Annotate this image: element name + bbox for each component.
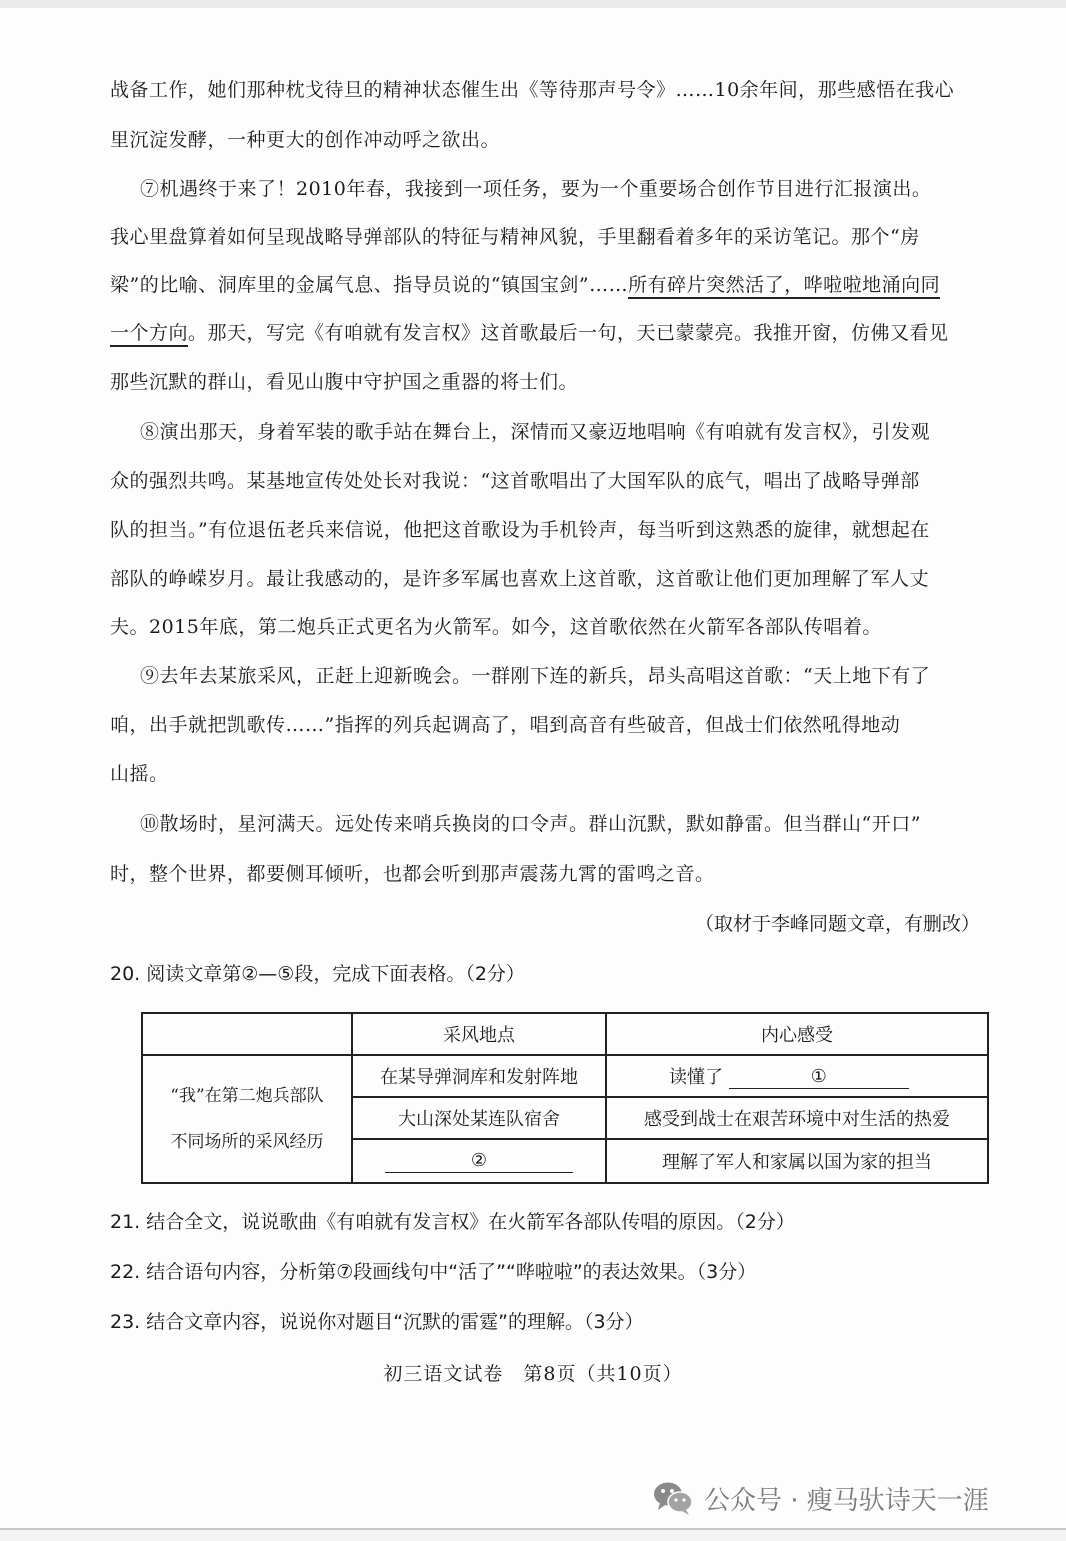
- paragraph-6-continued-line-2: 里沉淀发酵，一种更大的创作冲动呼之欲出。: [110, 129, 501, 151]
- row-label-line-2: 不同场所的采风经历: [170, 1132, 324, 1152]
- paragraph-8-line-1: ⑧演出那天，身着军装的歌手站在舞台上，深情而又豪迈地唱响《有咱就有发言权》，引发观: [140, 421, 931, 443]
- row3-feeling: 理解了军人和家属以国为家的担当: [606, 1139, 988, 1183]
- paragraph-8-line-2: 众的强烈共鸣。某基地宣传处处长对我说：“这首歌唱出了大国军队的底气，唱出了战略导弹部: [110, 470, 920, 492]
- page-bottom-edge: [0, 1528, 1066, 1530]
- underlined-sentence-part-1: 所有碎片突然活了，哗啦啦地涌向同: [628, 274, 940, 299]
- paragraph-6-continued-line-1: 战备工作，她们那种枕戈待旦的精神状态催生出《等待那声号令》……10余年间，那些感悟在我心: [110, 79, 955, 101]
- table-header-place: 采风地点: [352, 1013, 606, 1055]
- answer-blank-2: ②: [385, 1150, 573, 1173]
- row-label-line-1: “我”在第二炮兵部队: [170, 1086, 324, 1106]
- table-header-feeling: 内心感受: [606, 1013, 988, 1055]
- article-source-note: （取材于李峰同题文章，有删改）: [694, 913, 980, 935]
- paragraph-7-line-1: ⑦机遇终于来了！2010年春，我接到一项任务，要为一个重要场合创作节目进行汇报演出。: [140, 178, 932, 200]
- row2-feeling: 感受到战士在艰苦环境中对生活的热爱: [606, 1097, 988, 1139]
- table-header-empty: [142, 1013, 352, 1055]
- table-row-label: [142, 1055, 352, 1183]
- paragraph-7-line-3: [110, 271, 980, 299]
- answer-blank-1: ①: [729, 1066, 909, 1089]
- paragraph-7-line-5: 那些沉默的群山，看见山腹中守护国之重器的将士们。: [110, 371, 579, 393]
- question-22: 22. 结合语句内容，分析第⑦段画线句中“活了”“哗啦啦”的表达效果。（3分）: [110, 1261, 757, 1283]
- watermark-text: 公众号 · 瘦马驮诗天一涯: [704, 1485, 989, 1516]
- paragraph-7-line-3-text: 梁”的比喻、洞库里的金属气息、指导员说的“镇国宝剑”……: [110, 274, 629, 296]
- paragraph-8-line-3: 队的担当。”有位退伍老兵来信说，他把这首歌设为手机铃声，每当听到这熟悉的旋律，就想起在: [110, 519, 930, 541]
- paragraph-10-line-2: 时，整个世界，都要侧耳倾听，也都会听到那声震荡九霄的雷鸣之音。: [110, 863, 715, 885]
- paragraph-7-line-2: 我心里盘算着如何呈现战略导弹部队的特征与精神风貌，手里翻看着多年的采访笔记。那个“房: [110, 226, 920, 248]
- question-20-table: [141, 1012, 989, 1184]
- paragraph-9-line-3: 山摇。: [110, 763, 169, 785]
- wechat-icon: [652, 1480, 694, 1516]
- row1-place: 在某导弹洞库和发射阵地: [352, 1055, 606, 1097]
- row2-place: 大山深处某连队宿舍: [352, 1097, 606, 1139]
- paragraph-9-line-2: 咱，出手就把凯歌传……”指挥的列兵起调高了，唱到高音有些破音，但战士们依然吼得地动: [110, 714, 901, 736]
- paragraph-9-line-1: ⑨去年去某旅采风，正赶上迎新晚会。一群刚下连的新兵，昂头高唱这首歌：“天上地下有了: [140, 665, 931, 687]
- paragraph-7-line-4-text: 。那天，写完《有咱就有发言权》这首歌最后一句，天已蒙蒙亮。我推开窗，仿佛又看见: [188, 322, 949, 344]
- question-20: 20. 阅读文章第②—⑤段，完成下面表格。（2分）: [110, 963, 525, 985]
- question-23: 23. 结合文章内容，说说你对题目“沉默的雷霆”的理解。（3分）: [110, 1311, 644, 1333]
- underlined-sentence-part-2: 一个方向: [110, 322, 188, 347]
- paragraph-10-line-1: ⑩散场时，星河满天。远处传来哨兵换岗的口令声。群山沉默，默如静雷。但当群山“开口”: [140, 813, 921, 835]
- paragraph-8-line-4: 部队的峥嵘岁月。最让我感动的，是许多军属也喜欢上这首歌，这首歌让他们更加理解了军人丈: [110, 568, 930, 590]
- paragraph-8-line-5: 夫。2015年底，第二炮兵正式更名为火箭军。如今，这首歌依然在火箭军各部队传唱着。: [110, 616, 882, 638]
- page-footer: 初三语文试卷 第8页（共10页）: [383, 1363, 683, 1385]
- paragraph-7-line-4: [110, 319, 980, 347]
- row1-feeling: [606, 1055, 988, 1097]
- watermark: [652, 1478, 989, 1518]
- row1-feeling-prefix: 读懂了: [669, 1067, 723, 1088]
- question-21: 21. 结合全文，说说歌曲《有咱就有发言权》在火箭军各部队传唱的原因。（2分）: [110, 1211, 795, 1233]
- row3-place: [352, 1139, 606, 1183]
- top-margin-band: [0, 0, 1066, 8]
